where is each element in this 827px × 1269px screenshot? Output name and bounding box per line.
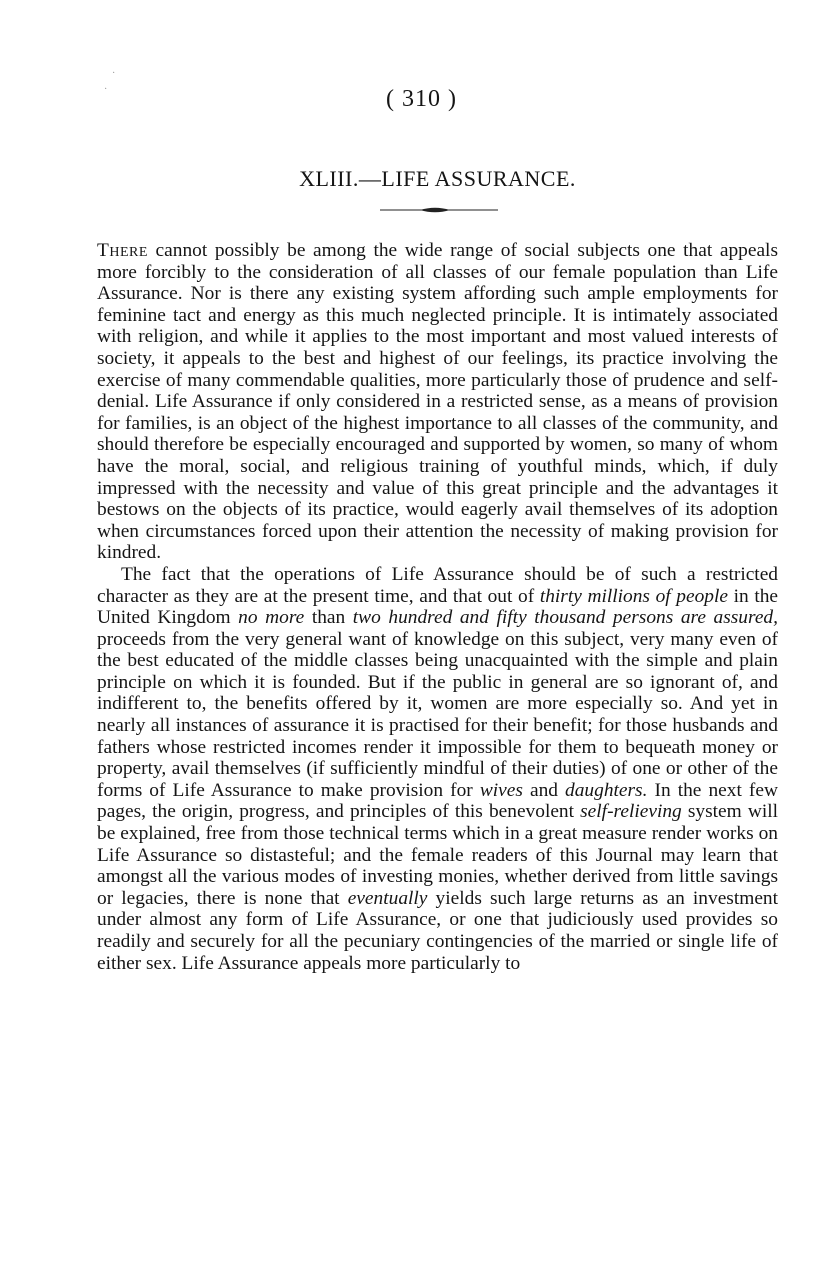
opening-word: There — [97, 240, 148, 261]
text-run: system will be explained, free from those technical terms which in a great measure render works on Life Assurance so distasteful; and the female readers of this Journal may learn that amongst all the various modes of investing monies, whether derived from little savings or legacies, there is none that — [97, 801, 778, 909]
italic-run: wives — [479, 779, 523, 801]
italic-run: two hundred and fifty thousand persons are assured, — [352, 607, 778, 629]
text-run: proceeds from the very general want of knowledge on this subject, very many even of the best educated of the middle classes being unacquainted with the simple and plain principle on which it is founded. But if the public in general are so ignorant of, and indifferent to, the benefits offered by it, women are more especially so. And yet in nearly all instances of assurance it is practised for their benefit; for those husbands and fathers whose restricted incomes render it impossible for them to bequeath money or property, avail themselves (if sufficiently mindful of their duties) of one or other of the forms of Life Assurance to make provision for — [97, 628, 778, 801]
paragraph — [97, 564, 778, 974]
italic-run: self-relieving — [580, 801, 682, 823]
text-run: than — [304, 607, 353, 629]
ornamental-rule — [380, 203, 498, 217]
italic-run: eventually — [347, 887, 428, 909]
text-run: yields such large returns as an investment under almost any form of Life Assurance, or one that judiciously used provides so readily and securely for all the pecuniary contingencies of the married or single life of either sex. Life Assurance appeals more particularly to — [97, 887, 779, 974]
italic-run: thirty millions of people — [539, 585, 728, 607]
page-number: ( 310 ) — [386, 86, 457, 112]
text-run: The fact that the operations of Life Assurance should be of such a restricted character as they are at the present time, and that out of — [97, 563, 778, 607]
text-run: and — [522, 779, 566, 801]
text-run: in the United Kingdom — [97, 585, 779, 629]
italic-run: daughters. — [565, 779, 648, 801]
article-body — [97, 240, 778, 974]
italic-run: no more — [238, 607, 305, 629]
print-speck: · — [104, 84, 108, 95]
chapter-title: XLIII.—LIFE ASSURANCE. — [299, 166, 576, 191]
text-run: In the next few pages, the origin, progress, and principles of this benevolent — [97, 779, 778, 823]
print-speck: · — [112, 68, 116, 79]
text-run: cannot possibly be among the wide range of social subjects one that appeals more forcibly to the consideration of all classes of our female population than Life Assurance. Nor is there any existing system affording such ample employments for feminine tact and energy as this much neglected principle. It is intimately associated with religion, and while it applies to the most important and most valued interests of society, it appeals to the best and highest of our feelings, its practice involving the exercise of many commendable qualities, more particularly those of prudence and self-denial. Life Assurance if only considered in a restricted sense, as a means of provision for families, is an object of the highest importance to all classes of the community, and should therefore be especially encouraged and supported by women, so many of whom have the moral, social, and religious training of youthful minds, which, if duly impressed with the necessity and value of this great principle and the advantages it bestows on the objects of its practice, would eagerly avail themselves of its adoption when circumstances forced upon their attention the necessity of making provision for kindred. — [97, 240, 778, 564]
paragraph — [97, 240, 778, 564]
